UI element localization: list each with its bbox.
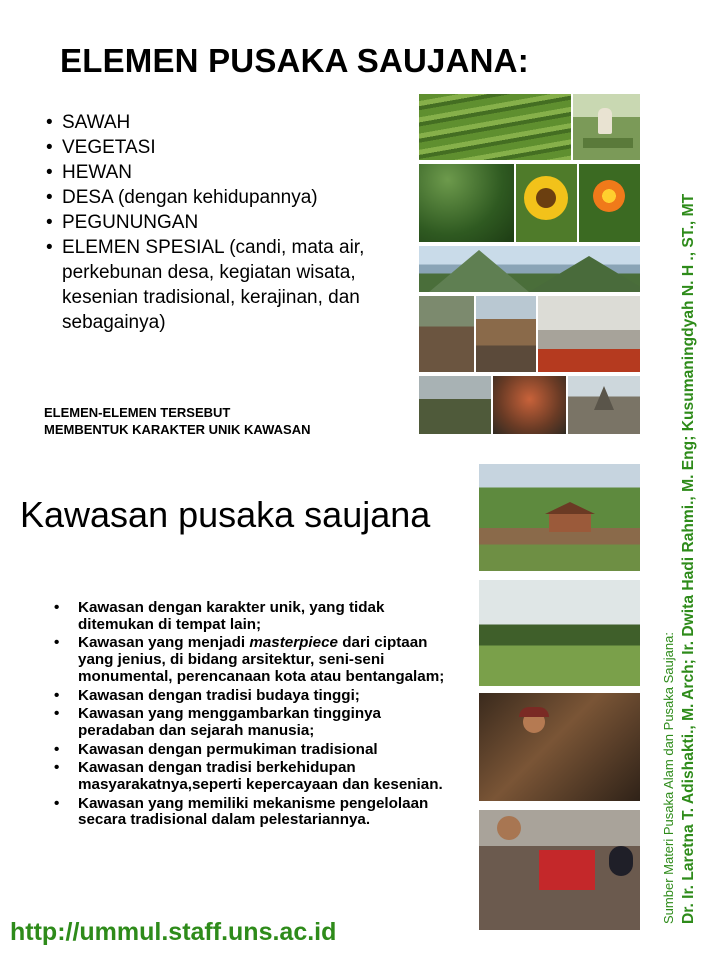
list-item: • Kawasan yang memiliki mekanisme pengelolaan secara tradisional dalam pelestariannya. <box>54 796 454 829</box>
village-street-photo <box>538 296 640 372</box>
forest-vegetation-photo <box>419 164 514 242</box>
list-item <box>54 635 454 685</box>
traditional-dance-photo <box>493 376 566 434</box>
masterpiece-emphasis: masterpiece <box>249 634 338 652</box>
list-item: • SAWAH <box>46 110 386 135</box>
summary-line: MEMBENTUK KARAKTER UNIK KAWASAN <box>44 422 311 437</box>
list-item: • VEGETASI <box>46 135 386 160</box>
list-item: • HEWAN <box>46 160 386 185</box>
list-item: • ELEMEN SPESIAL (candi, mata air, perkebunan desa, kegiatan wisata, kesenian tradisional, kerajinan, dan sebagainya) <box>46 235 386 335</box>
mountains-photo <box>419 246 640 292</box>
sunflower-photo <box>516 164 577 242</box>
authors-credit: Dr. Ir. Laretna T. Adishakti., M. Arch; Ir. Dwita Hadi Rahmi., M. Eng; Kusumaningdyah N. H ., ST., MT <box>680 193 697 924</box>
lantana-flower-photo <box>579 164 640 242</box>
temple-photo <box>568 376 640 434</box>
farmer-planting-photo <box>573 94 640 160</box>
list-item: • Kawasan dengan permukiman tradisional <box>54 742 454 759</box>
community-meeting-photo <box>479 810 640 930</box>
section1-title: ELEMEN PUSAKA SAUJANA: <box>60 42 529 79</box>
woodcraft-artisan-photo <box>479 693 640 801</box>
list-item: • PEGUNUNGAN <box>46 210 386 235</box>
section2-title: Kawasan pusaka saujana <box>20 494 431 535</box>
village-house-photo <box>419 296 474 372</box>
source-label: Sumber Materi Pusaka Alam dan Pusaka Saujana: <box>661 632 676 924</box>
criteria-list <box>54 600 454 831</box>
list-item: • Kawasan dengan tradisi budaya tinggi; <box>54 688 454 705</box>
summary-text <box>44 404 404 438</box>
village-landscape-photo <box>479 464 640 571</box>
elements-list <box>46 110 386 335</box>
list-item: • Kawasan dengan karakter unik, yang tidak ditemukan di tempat lain; <box>54 600 454 633</box>
list-item-text: dari ciptaan yang jenius, di bidang arsitektur, seni-seni monumental, perencanaan kota atau bentangalam; <box>78 634 445 685</box>
list-item: • DESA (dengan kehidupannya) <box>46 185 386 210</box>
rural-field-photo <box>479 580 640 686</box>
cattle-farm-photo <box>419 376 491 434</box>
footer-url: http://ummul.staff.uns.ac.id <box>10 918 337 946</box>
list-item: • Kawasan dengan tradisi berkehidupan masyarakatnya,seperti kepercayaan dan kesenian. <box>54 760 454 793</box>
summary-line: ELEMEN-ELEMEN TERSEBUT <box>44 405 231 420</box>
list-item-text: Kawasan yang menjadi <box>78 634 250 652</box>
rice-terrace-photo <box>419 94 571 160</box>
village-house-photo <box>476 296 536 372</box>
list-item: • Kawasan yang menggambarkan tingginya peradaban dan sejarah manusia; <box>54 706 454 739</box>
